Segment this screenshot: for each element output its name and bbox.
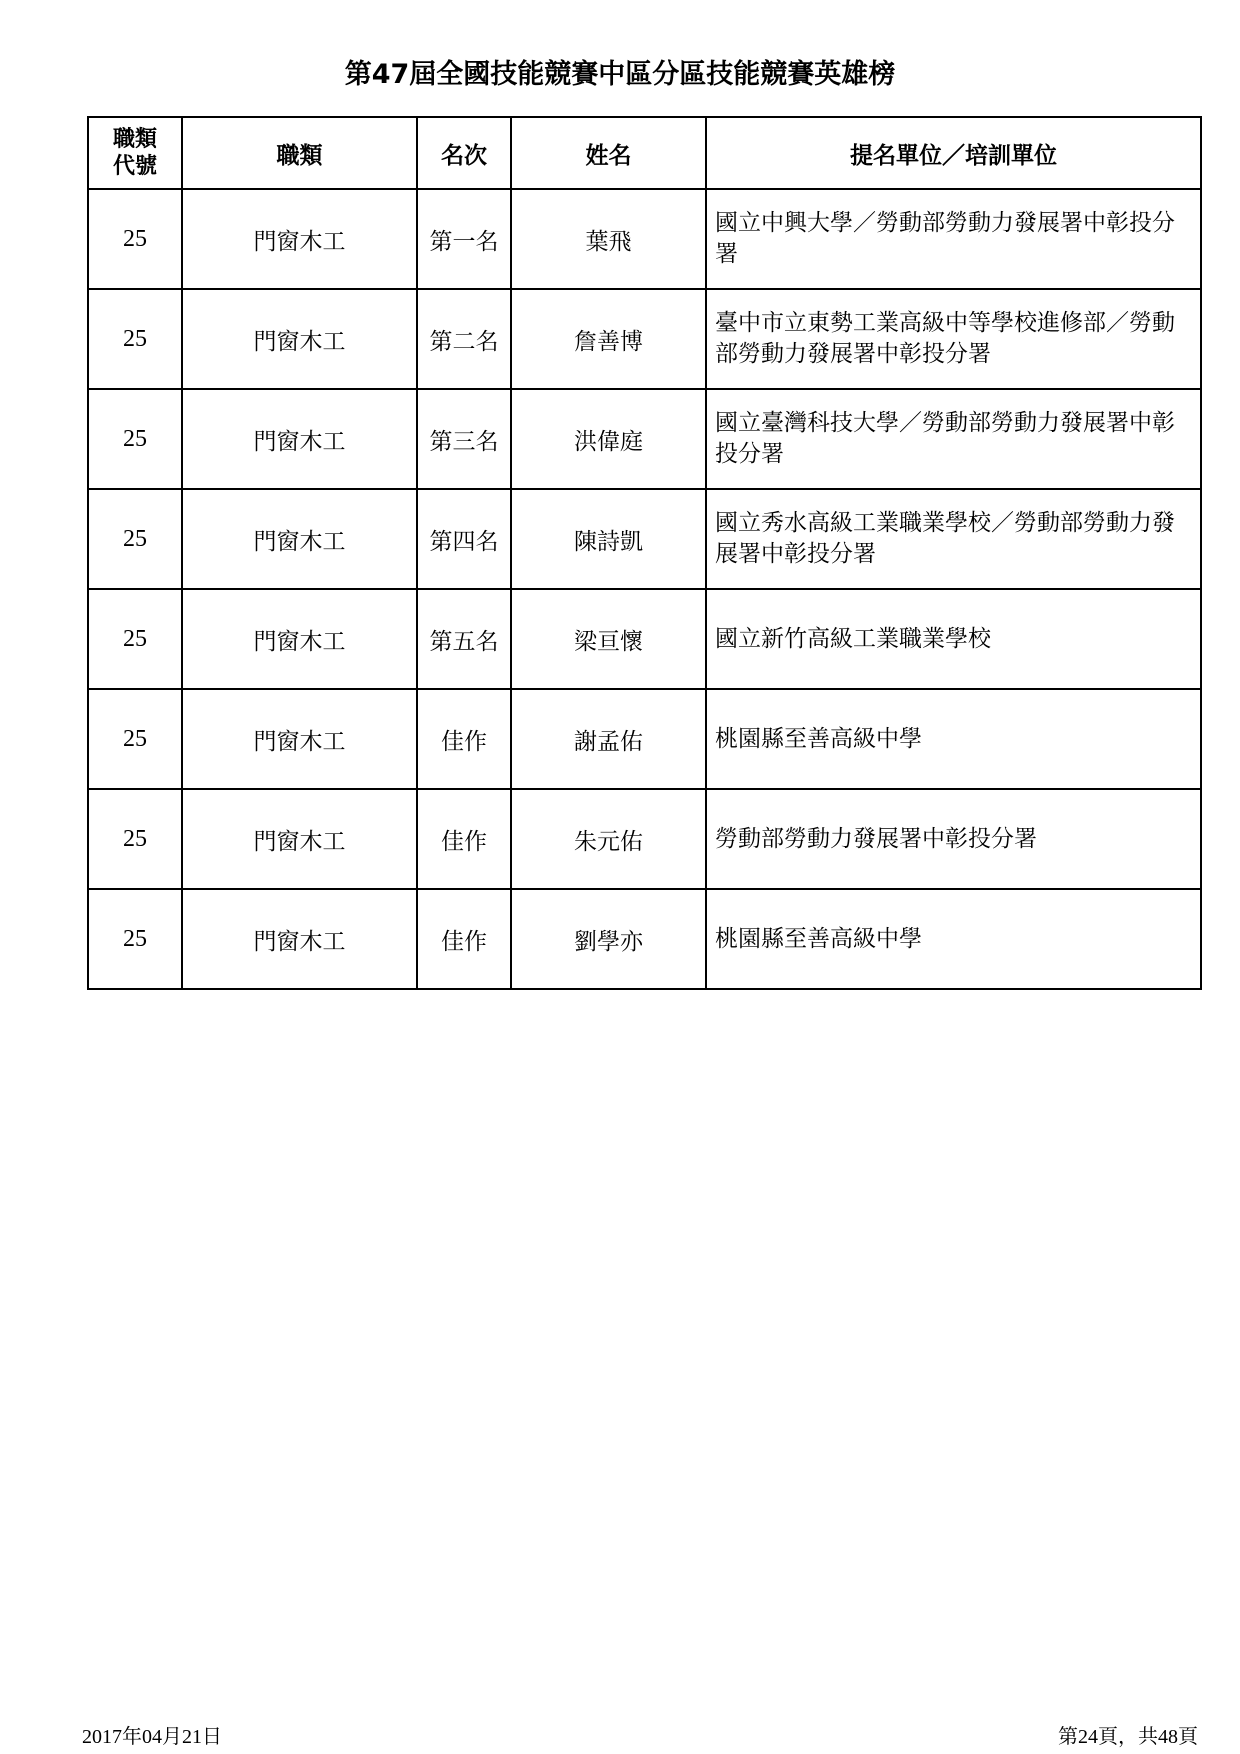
cell-name: 詹善博 <box>511 289 706 389</box>
table-row <box>88 489 1201 589</box>
table-row <box>88 689 1201 789</box>
cell-category: 門窗木工 <box>182 389 417 489</box>
header-name: 姓名 <box>511 117 706 189</box>
cell-unit: 國立中興大學／勞動部勞動力發展署中彰投分署 <box>706 189 1201 289</box>
cell-code: 25 <box>88 289 182 389</box>
cell-category: 門窗木工 <box>182 889 417 989</box>
page-title: 第47屆全國技能競賽中區分區技能競賽英雄榜 <box>344 59 896 90</box>
cell-rank: 第二名 <box>417 289 511 389</box>
cell-name: 劉學亦 <box>511 889 706 989</box>
cell-category: 門窗木工 <box>182 689 417 789</box>
cell-code: 25 <box>88 589 182 689</box>
table-row <box>88 389 1201 489</box>
cell-rank: 第五名 <box>417 589 511 689</box>
table-row <box>88 189 1201 289</box>
cell-code: 25 <box>88 789 182 889</box>
cell-name: 朱元佑 <box>511 789 706 889</box>
table-row <box>88 789 1201 889</box>
cell-code: 25 <box>88 689 182 789</box>
header-unit: 提名單位／培訓單位 <box>706 117 1201 189</box>
header-category-code-line2: 代號 <box>112 154 157 179</box>
header-category: 職類 <box>182 117 417 189</box>
cell-category: 門窗木工 <box>182 189 417 289</box>
cell-unit: 勞動部勞動力發展署中彰投分署 <box>706 789 1201 889</box>
cell-rank: 第四名 <box>417 489 511 589</box>
cell-rank: 佳作 <box>417 689 511 789</box>
cell-rank: 佳作 <box>417 789 511 889</box>
cell-code: 25 <box>88 889 182 989</box>
cell-name: 洪偉庭 <box>511 389 706 489</box>
table-header-row <box>88 117 1201 189</box>
cell-rank: 第一名 <box>417 189 511 289</box>
cell-rank: 佳作 <box>417 889 511 989</box>
cell-code: 25 <box>88 389 182 489</box>
cell-name: 陳詩凱 <box>511 489 706 589</box>
cell-unit: 國立臺灣科技大學／勞動部勞動力發展署中彰投分署 <box>706 389 1201 489</box>
cell-category: 門窗木工 <box>182 789 417 889</box>
table-row <box>88 589 1201 689</box>
header-category-code <box>88 117 182 189</box>
header-category-code-line1: 職類 <box>112 127 157 152</box>
honor-roll-table <box>87 116 1202 990</box>
footer-date: 2017年04月21日 <box>82 1726 222 1748</box>
cell-unit: 國立秀水高級工業職業學校／勞動部勞動力發展署中彰投分署 <box>706 489 1201 589</box>
cell-code: 25 <box>88 489 182 589</box>
cell-rank: 第三名 <box>417 389 511 489</box>
table-row <box>88 889 1201 989</box>
footer-page-number: 第24頁，共48頁 <box>1058 1726 1198 1748</box>
cell-category: 門窗木工 <box>182 489 417 589</box>
cell-unit: 桃園縣至善高級中學 <box>706 689 1201 789</box>
cell-name: 謝孟佑 <box>511 689 706 789</box>
cell-name: 梁亘懷 <box>511 589 706 689</box>
cell-name: 葉飛 <box>511 189 706 289</box>
header-rank: 名次 <box>417 117 511 189</box>
cell-category: 門窗木工 <box>182 589 417 689</box>
cell-unit: 國立新竹高級工業職業學校 <box>706 589 1201 689</box>
cell-unit: 桃園縣至善高級中學 <box>706 889 1201 989</box>
table-row <box>88 289 1201 389</box>
cell-category: 門窗木工 <box>182 289 417 389</box>
cell-unit: 臺中市立東勢工業高級中等學校進修部／勞動部勞動力發展署中彰投分署 <box>706 289 1201 389</box>
cell-code: 25 <box>88 189 182 289</box>
